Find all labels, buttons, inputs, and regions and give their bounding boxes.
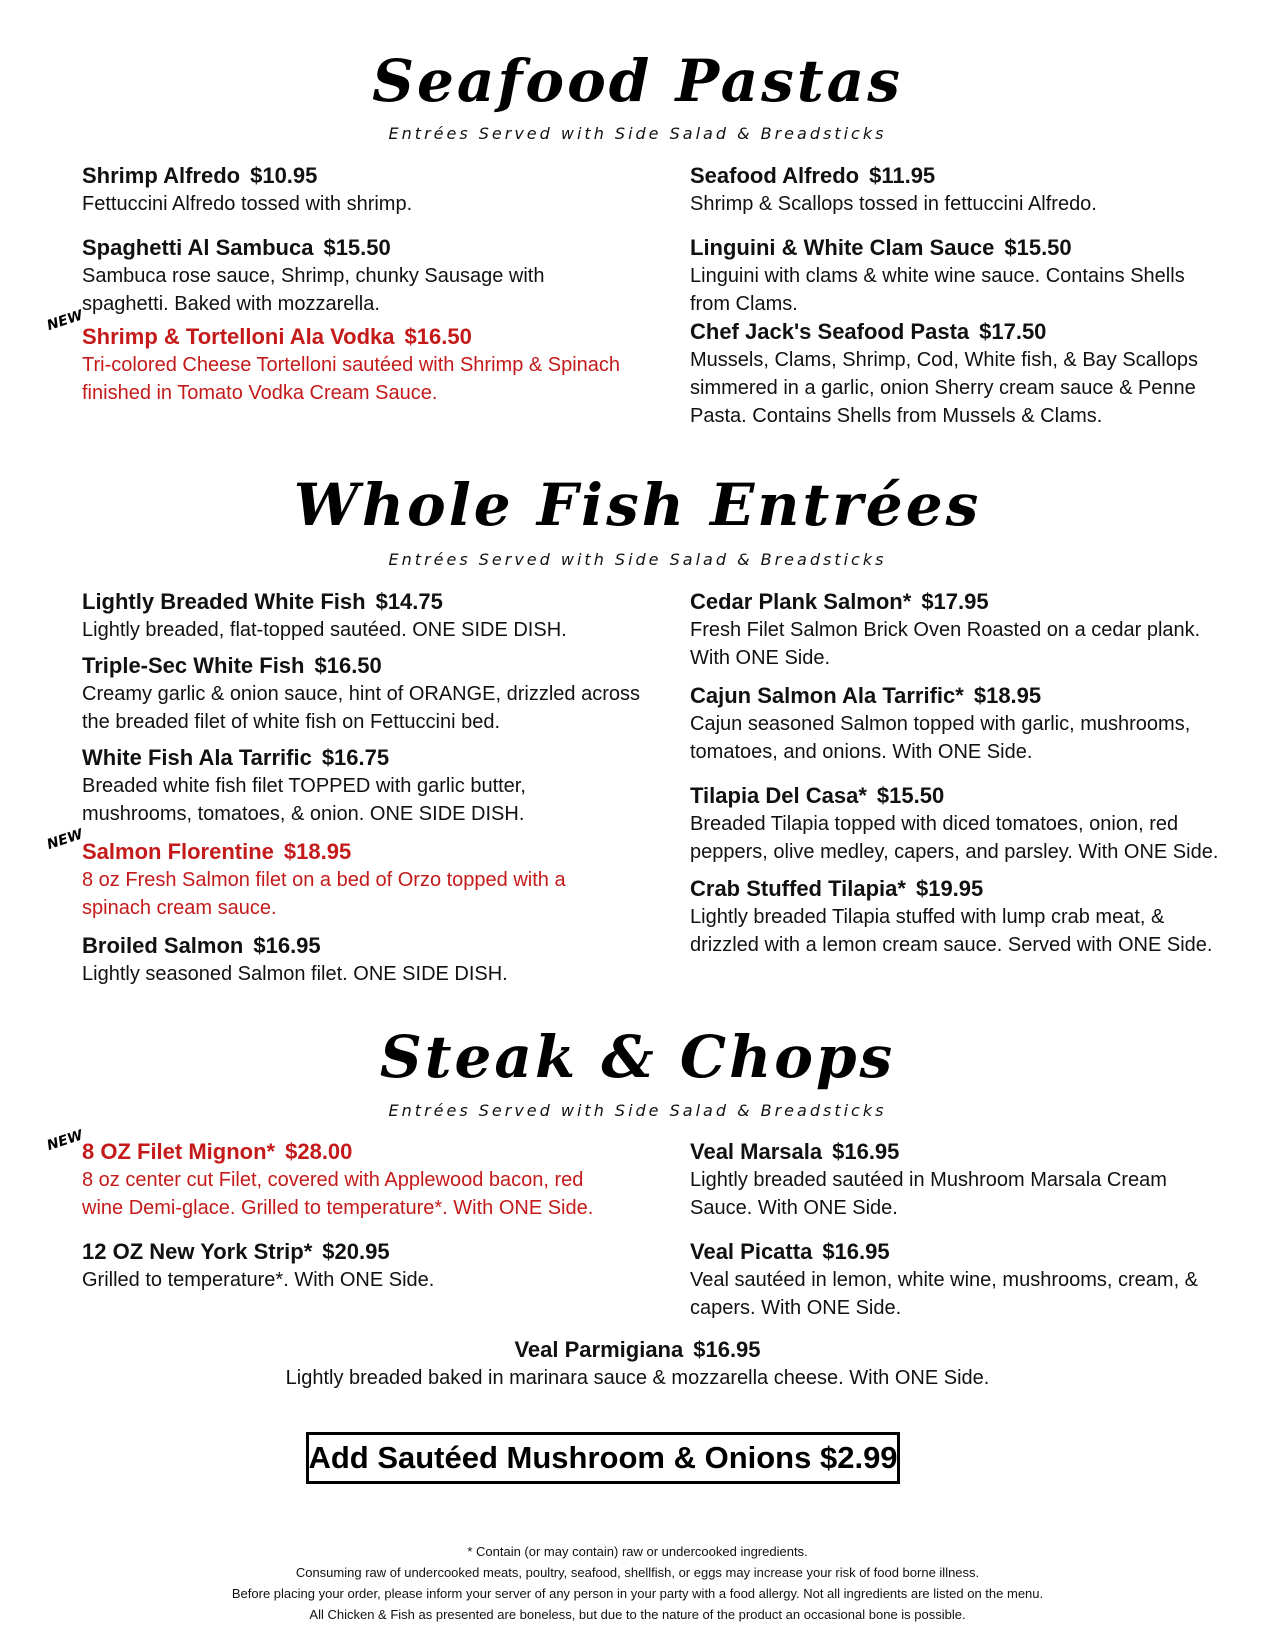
- item-price: $17.95: [921, 589, 989, 614]
- item-description: 8 oz center cut Filet, covered with Applewood bacon, red wine Demi-glace. Grilled to temperature*. With ONE Side.: [82, 1169, 594, 1219]
- addon-box: [306, 1432, 900, 1484]
- item-price: $20.95: [322, 1239, 390, 1264]
- menu-item: [690, 782, 1250, 866]
- item-price: $10.95: [250, 163, 318, 188]
- menu-item-new: [82, 838, 622, 922]
- item-price: $16.50: [404, 324, 472, 349]
- menu-item: [690, 234, 1210, 318]
- item-price: $16.95: [832, 1139, 900, 1164]
- item-price: $15.50: [1004, 235, 1072, 260]
- menu-item: [690, 1138, 1230, 1222]
- menu-item: [690, 162, 1230, 218]
- item-description: Lightly breaded Tilapia stuffed with lump crab meat, & drizzled with a lemon cream sauce. Served with ONE Side.: [690, 906, 1213, 956]
- footnote-raw-ingredients: * Contain (or may contain) raw or undercooked ingredients.: [467, 1544, 808, 1559]
- menu-item: [82, 588, 642, 644]
- new-badge: NEW: [45, 307, 85, 334]
- item-name: Linguini & White Clam Sauce: [690, 235, 995, 260]
- item-name: Veal Marsala: [690, 1139, 823, 1164]
- item-name: Veal Picatta: [690, 1239, 813, 1264]
- item-name: Tilapia Del Casa*: [690, 783, 867, 808]
- footnote-consumer-advisory: Consuming raw of undercooked meats, poultry, seafood, shellfish, or eggs may increase your risk of food borne illness.: [295, 1565, 980, 1580]
- item-description: Fettuccini Alfredo tossed with shrimp.: [82, 193, 413, 215]
- section-title-steak-chops: Steak & Chops: [379, 1023, 896, 1091]
- menu-item-new: [82, 1138, 622, 1222]
- item-description: Lightly seasoned Salmon filet. ONE SIDE DISH.: [82, 963, 508, 985]
- item-name: Shrimp Alfredo: [82, 163, 241, 188]
- item-description: Sambuca rose sauce, Shrimp, chunky Sausage with spaghetti. Baked with mozzarella.: [82, 265, 545, 315]
- menu-item: [690, 588, 1230, 672]
- item-name: White Fish Ala Tarrific: [82, 745, 312, 770]
- menu-item: [82, 932, 642, 988]
- menu-item: [690, 682, 1210, 766]
- item-price: $19.95: [915, 876, 984, 901]
- footnotes: [0, 1541, 1275, 1625]
- item-description: Breaded Tilapia topped with diced tomatoes, onion, red peppers, olive medley, capers, and parsley. With ONE Side.: [690, 813, 1219, 863]
- item-price: $17.50: [979, 319, 1047, 344]
- item-name: Crab Stuffed Tilapia*: [690, 876, 906, 901]
- footnote-allergy: Before placing your order, please inform your server of any person in your party with a food allergy. Not all ingredients are listed on the menu.: [231, 1586, 1044, 1601]
- item-name: Triple-Sec White Fish: [82, 653, 305, 678]
- menu-item: [690, 875, 1230, 959]
- menu-item: [82, 744, 622, 828]
- section-subtitle: Entrées Served with Side Salad & Breadsticks: [388, 550, 887, 569]
- item-description: Linguini with clams & white wine sauce. Contains Shells from Clams.: [690, 265, 1185, 315]
- item-price: $16.50: [314, 653, 382, 678]
- item-name: Cedar Plank Salmon*: [690, 589, 912, 614]
- item-name: Lightly Breaded White Fish: [82, 589, 366, 614]
- item-price: $15.50: [323, 235, 391, 260]
- section-subtitle: Entrées Served with Side Salad & Breadsticks: [388, 124, 887, 143]
- menu-item-new: [82, 323, 622, 407]
- new-badge: NEW: [45, 826, 85, 853]
- item-name: Veal Parmigiana: [514, 1337, 684, 1362]
- item-description: Lightly breaded sautéed in Mushroom Marsala Cream Sauce. With ONE Side.: [690, 1169, 1167, 1219]
- item-price: $16.95: [253, 933, 321, 958]
- section-title-whole-fish: Whole Fish Entrées: [293, 471, 982, 539]
- addon-text: Add Sautéed Mushroom & Onions $2.99: [308, 1440, 898, 1475]
- item-description: Grilled to temperature*. With ONE Side.: [82, 1269, 435, 1291]
- item-description: Cajun seasoned Salmon topped with garlic, mushrooms, tomatoes, and onions. With ONE Side.: [690, 713, 1191, 763]
- section-subtitle: Entrées Served with Side Salad & Breadsticks: [388, 1101, 887, 1120]
- item-name: Salmon Florentine: [82, 839, 274, 864]
- item-price: $16.95: [693, 1337, 761, 1362]
- item-price: $15.50: [876, 783, 945, 808]
- item-price: $16.75: [321, 745, 390, 770]
- item-name: Shrimp & Tortelloni Ala Vodka: [82, 324, 395, 349]
- item-price: $14.75: [375, 589, 443, 614]
- item-name: Broiled Salmon: [82, 933, 244, 958]
- item-description: Creamy garlic & onion sauce, hint of ORANGE, drizzled across the breaded filet of white fish on Fettuccini bed.: [82, 683, 640, 733]
- item-description: Shrimp & Scallops tossed in fettuccini Alfredo.: [690, 193, 1097, 215]
- menu-item: [690, 318, 1230, 430]
- item-price: $11.95: [869, 163, 936, 188]
- item-description: Lightly breaded, flat-topped sautéed. ONE SIDE DISH.: [82, 619, 567, 641]
- menu-item: [82, 652, 642, 736]
- menu-item: [82, 162, 642, 218]
- item-name: 12 OZ New York Strip*: [82, 1239, 313, 1264]
- item-name: Spaghetti Al Sambuca: [82, 235, 314, 260]
- menu-item: [0, 1336, 1275, 1392]
- item-description: Fresh Filet Salmon Brick Oven Roasted on a cedar plank. With ONE Side.: [690, 619, 1201, 669]
- item-description: Breaded white fish filet TOPPED with garlic butter, mushrooms, tomatoes, & onion. ONE SIDE DISH.: [82, 775, 526, 825]
- menu-item: [690, 1238, 1250, 1322]
- menu-item: [82, 1238, 622, 1294]
- item-description: Lightly breaded baked in marinara sauce & mozzarella cheese. With ONE Side.: [285, 1367, 990, 1389]
- footnote-boneless: All Chicken & Fish as presented are boneless, but due to the nature of the product an occasional bone is possible.: [309, 1607, 966, 1622]
- item-description: 8 oz Fresh Salmon filet on a bed of Orzo topped with a spinach cream sauce.: [82, 869, 566, 919]
- item-price: $18.95: [973, 683, 1042, 708]
- item-price: $16.95: [822, 1239, 890, 1264]
- item-name: Cajun Salmon Ala Tarrific*: [690, 683, 964, 708]
- item-name: Seafood Alfredo: [690, 163, 860, 188]
- item-price: $28.00: [285, 1139, 353, 1164]
- item-name: 8 OZ Filet Mignon*: [82, 1139, 276, 1164]
- item-description: Mussels, Clams, Shrimp, Cod, White fish, & Bay Scallops simmered in a garlic, onion Sherry cream sauce & Penne Pasta. Contains Shells from Mussels & Clams.: [690, 349, 1198, 427]
- item-name: Chef Jack's Seafood Pasta: [690, 319, 970, 344]
- item-description: Tri-colored Cheese Tortelloni sautéed with Shrimp & Spinach finished in Tomato Vodka Cream Sauce.: [82, 354, 621, 404]
- item-description: Veal sautéed in lemon, white wine, mushrooms, cream, & capers. With ONE Side.: [690, 1269, 1199, 1319]
- menu-item: [82, 234, 622, 318]
- new-badge: NEW: [45, 1127, 85, 1154]
- section-title-seafood-pastas: Seafood Pastas: [372, 47, 903, 115]
- item-price: $18.95: [283, 839, 352, 864]
